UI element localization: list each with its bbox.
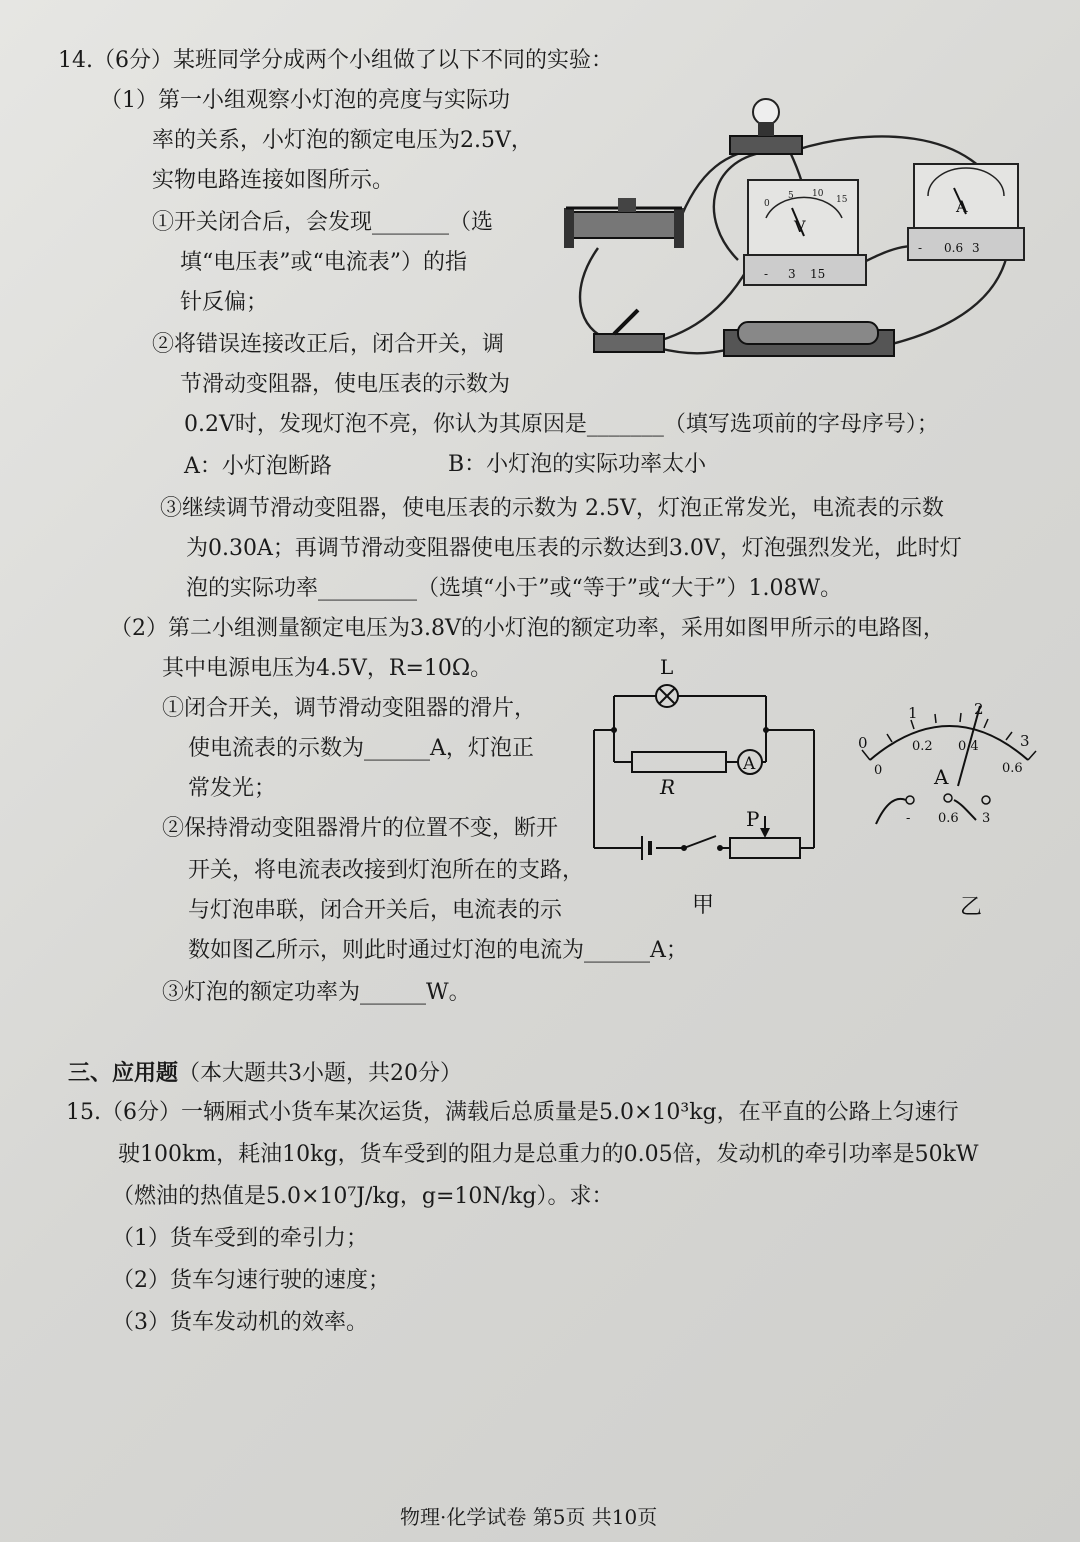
section3-heading [68,1058,462,1089]
photo-ammeter [908,164,1024,260]
q14-step1-line3: 针反偏； [180,290,269,315]
battery-holder [724,322,894,356]
dial-bottom-06: 0.6 [1002,761,1023,776]
ammeter-photo-terminal-minus: - [918,241,923,255]
ammeter-photo-terminal-06: 0.6 [944,241,964,255]
dial-bottom-04: 0.4 [958,739,979,754]
dial-terminal-06: 0.6 [938,811,959,826]
section3-note: （本大题共3小题，共20分） [178,1061,463,1086]
voltmeter-scale-5: 5 [788,191,794,201]
voltmeter-letter: V [794,217,806,236]
dial-caption: 乙 [960,895,983,920]
slider-arrow [760,828,770,838]
q15-line3: （燃油的热值是5.0×10⁷J/kg，g=10N/kg）。求： [112,1184,614,1209]
q14-part1-line1: （1）第一小组观察小灯泡的亮度与实际功 [100,88,510,113]
q14-step3-line1: ③继续调节滑动变阻器，使电压表的示数为 2.5V，灯泡正常发光，电流表的示数 [160,496,944,521]
q15-item1: （1）货车受到的牵引力； [112,1226,368,1251]
ammeter-dial [850,696,1050,922]
sliding-rheostat [564,198,684,248]
q14-option-a: A：小灯泡断路 [184,454,332,479]
q15-item2: （2）货车匀速行驶的速度； [112,1268,390,1293]
dial-terminal-minus: - [906,811,911,826]
q14-task2-line4: 数如图乙所示，则此时通过灯泡的电流为______A； [188,938,688,963]
circuit-label-a: A [743,754,756,774]
q14-task2-line3: 与灯泡串联，闭合开关后，电流表的示 [188,898,563,923]
q14-task2-line2: 开关，将电流表改接到灯泡所在的支路， [188,858,585,883]
q14-step2-line2: 节滑动变阻器，使电压表的示数为 [180,372,511,397]
dial-letter-a: A [934,765,949,789]
circuit-label-r: R [660,775,676,799]
dial-top-0: 0 [858,734,868,752]
voltmeter-terminal-3: 3 [788,267,796,281]
q14-part2-line1: （2）第二小组测量额定电压为3.8V的小灯泡的额定功率，采用如图甲所示的电路图， [110,616,945,641]
q14-step3-line2: 为0.30A；再调节滑动变阻器使电压表的示数达到3.0V，灯泡强烈发光，此时灯 [186,536,962,561]
q15-line1: 15.（6分）一辆厢式小货车某次运货，满载后总质量是5.0×10³kg，在平直的公路上匀速行 [66,1100,959,1125]
q14-task1-line2: 使电流表的示数为______A，灯泡正 [188,736,534,761]
q15-line2: 驶100km，耗油10kg，货车受到的阻力是总重力的0.05倍，发动机的牵引功率是50kW [118,1142,979,1167]
dial-top-1: 1 [908,704,918,722]
voltmeter-scale-15: 15 [836,195,848,205]
apparatus-figure [558,90,1028,380]
q14-part1-line2: 率的关系，小灯泡的额定电压为2.5V， [152,128,533,153]
q14-task2-line1: ②保持滑动变阻器滑片的位置不变，断开 [162,816,559,841]
circuit-diagram [580,650,820,920]
circuit-label-l: L [660,655,674,679]
voltmeter-terminal-15: 15 [810,267,826,281]
dial-bottom-02: 0.2 [912,739,933,754]
q14-task1-line3: 常发光； [188,776,277,801]
q14-step1-line1: ①开关闭合后，会发现_______（选 [152,210,494,235]
circuit-caption: 甲 [692,893,715,918]
page-footer: 物理·化学试卷 第5页 共10页 [400,1505,658,1529]
q14-part1-line3: 实物电路连接如图所示。 [152,168,395,193]
ammeter-photo-terminal-3: 3 [972,241,980,255]
voltmeter-scale-0: 0 [764,199,770,209]
knife-switch [594,310,664,352]
circuit-label-p: P [746,807,760,831]
q14-part2-line2: 其中电源电压为4.5V，R=10Ω。 [162,656,493,681]
ammeter-photo-letter: A [956,197,968,216]
q14-step2-line1: ②将错误连接改正后，闭合开关，调 [152,332,505,357]
photo-voltmeter [744,180,866,285]
voltmeter-scale-10: 10 [812,189,824,199]
lamp-on-base [730,99,802,154]
dial-terminal-3: 3 [982,811,991,826]
dial-top-3: 3 [1020,732,1030,750]
dial-bottom-0: 0 [874,763,883,778]
q14-task3: ③灯泡的额定功率为______W。 [162,980,471,1005]
q14-step3-line3: 泡的实际功率_________（选填“小于”或“等于”或“大于”）1.08W。 [186,576,843,601]
q14-option-b: B：小灯泡的实际功率太小 [448,452,707,477]
q14-heading: 14.（6分）某班同学分成两个小组做了以下不同的实验： [58,48,613,73]
resistor-symbol [632,752,726,772]
lamp-symbol [656,685,678,707]
q14-step2-line3: 0.2V时，发现灯泡不亮，你认为其原因是_______（填写选项前的字母序号）； [184,412,939,437]
battery-symbol [612,728,769,861]
dial-top-2: 2 [974,700,984,718]
section3-title: 三、应用题 [68,1060,179,1086]
q14-step1-line2: 填“电压表”或“电流表”）的指 [180,250,467,275]
voltmeter-terminal-minus: - [764,267,769,281]
q14-task1-line1: ①闭合开关，调节滑动变阻器的滑片， [162,696,537,721]
q15-item3: （3）货车发动机的效率。 [112,1310,368,1335]
